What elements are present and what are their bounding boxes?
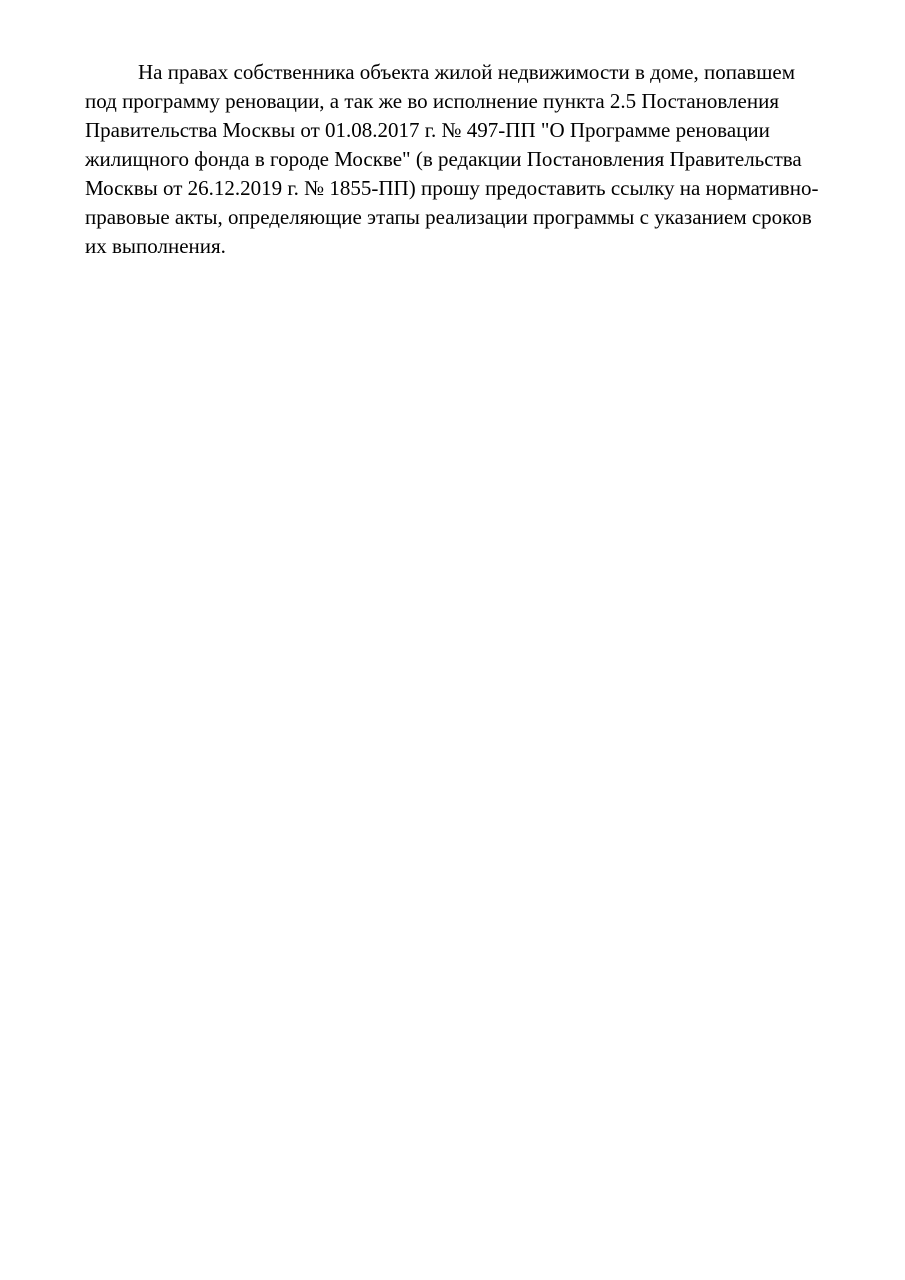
paragraph-line: их выполнения. [85,234,226,258]
paragraph-line: Москвы от 26.12.2019 г. № 1855-ПП) прошу предоставить ссылку на нормативно- [85,176,819,200]
paragraph-line: жилищного фонда в городе Москве" (в редакции Постановления Правительства [85,147,802,171]
request-paragraph [85,58,847,261]
paragraph-line: правовые акты, определяющие этапы реализации программы с указанием сроков [85,205,812,229]
paragraph-line: под программу реновации, а так же во исполнение пункта 2.5 Постановления [85,89,779,113]
paragraph-line: Правительства Москвы от 01.08.2017 г. № 497-ПП "О Программе реновации [85,118,770,142]
paragraph-line: На правах собственника объекта жилой недвижимости в доме, попавшем [138,60,795,84]
